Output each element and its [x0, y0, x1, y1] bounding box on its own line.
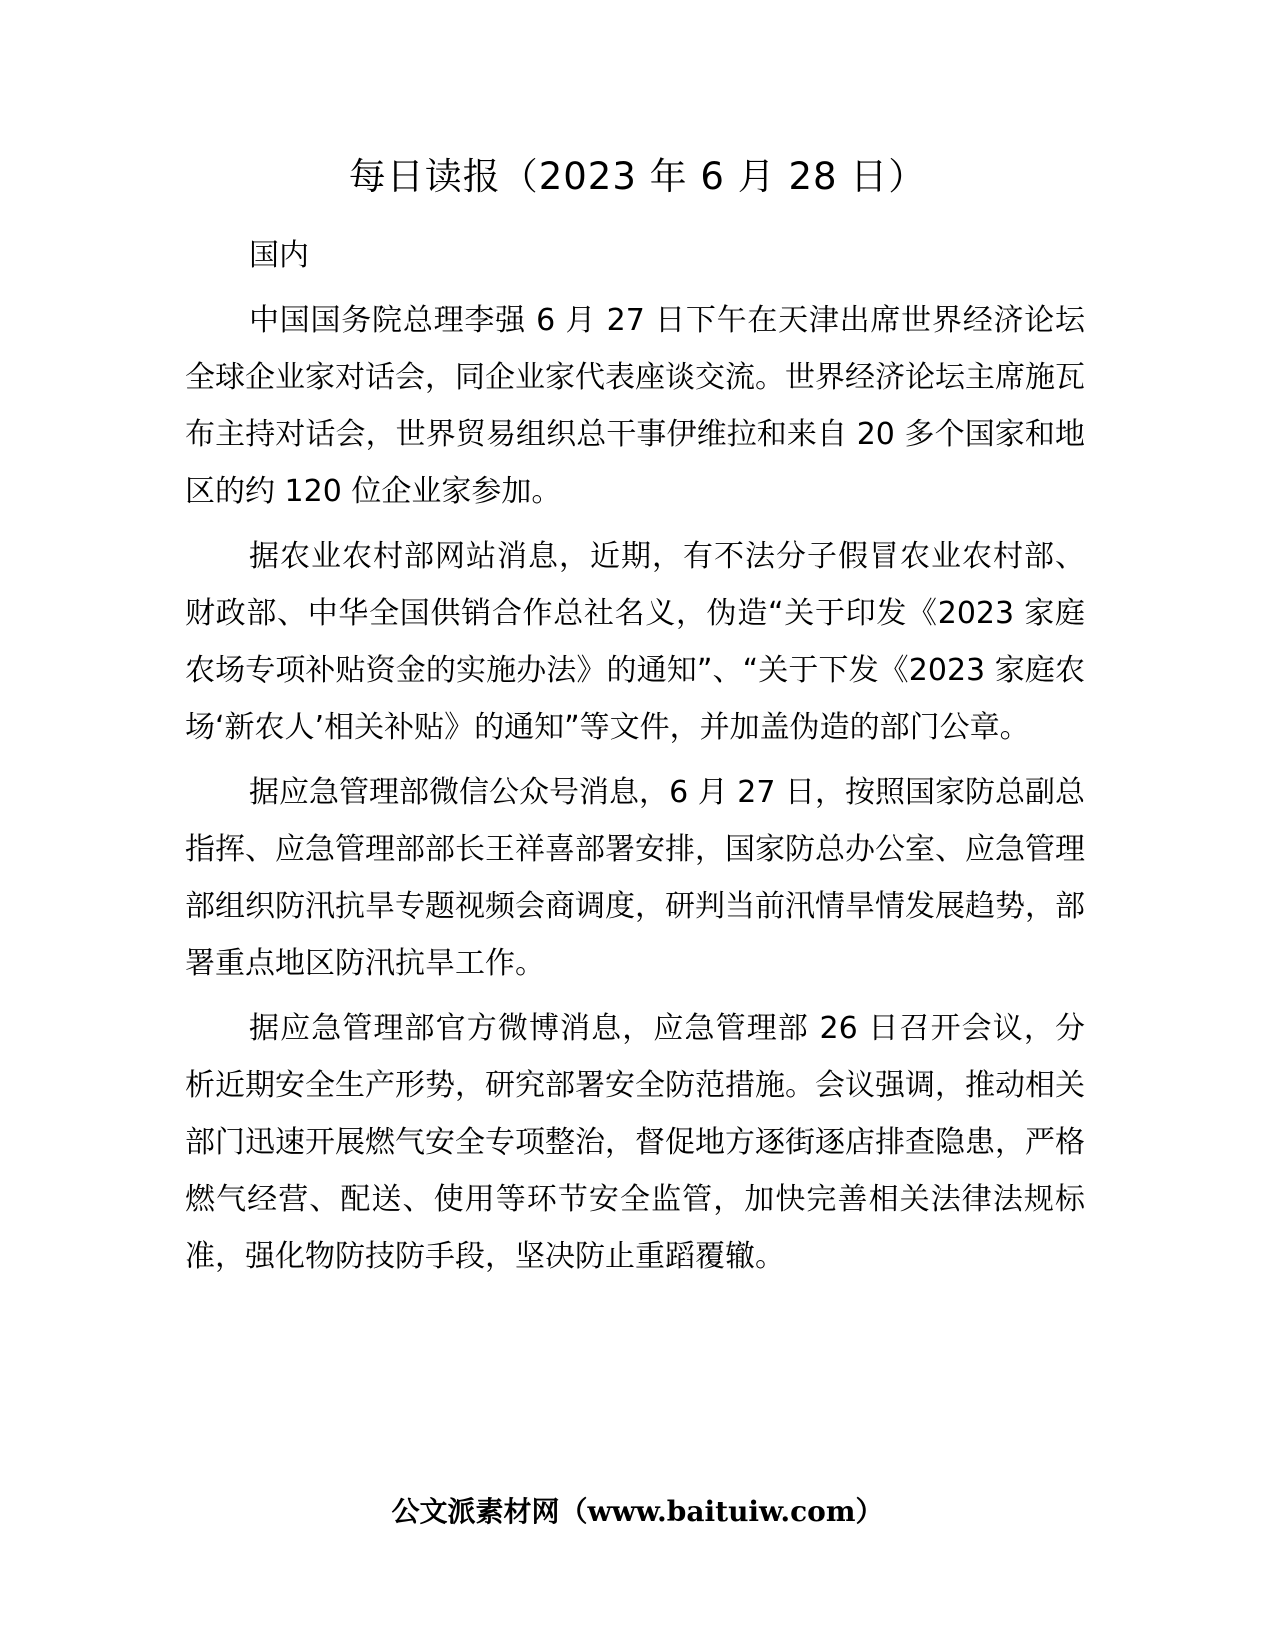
document-body [185, 228, 1085, 1293]
news-paragraph-3: 据应急管理部微信公众号消息，6 月 27 日，按照国家防总副总指挥、应急管理部部长王祥喜部署安排，国家防总办公室、应急管理部组织防汛抗旱专题视频会商调度，研判当前汛情旱情发展趋势，部署重点地区防汛抗旱工作。 [185, 775, 1085, 981]
document-title: 每日读报（2023 年 6 月 28 日） [348, 155, 927, 198]
news-paragraph-4: 据应急管理部官方微博消息，应急管理部 26 日召开会议，分析近期安全生产形势，研究部署安全防范措施。会议强调，推动相关部门迅速开展燃气安全专项整治，督促地方逐街逐店排查隐患，严格燃气经营、配送、使用等环节安全监管，加快完善相关法律法规标准，强化物防技防手段，坚决防止重蹈覆辙。 [185, 1011, 1085, 1274]
page-footer: 公文派素材网（www.baituiw.com） [391, 1495, 884, 1528]
news-paragraph-1: 中国国务院总理李强 6 月 27 日下午在天津出席世界经济论坛全球企业家对话会，同企业家代表座谈交流。世界经济论坛主席施瓦布主持对话会，世界贸易组织总干事伊维拉和来自 20 多个国家和地区的约 120 位企业家参加。 [185, 303, 1085, 509]
news-paragraph-2: 据农业农村部网站消息，近期，有不法分子假冒农业农村部、财政部、中华全国供销合作总社名义，伪造“关于印发《2023 家庭农场专项补贴资金的实施办法》的通知”、“关于下发《2023 家庭农场‘新农人’相关补贴》的通知”等文件，并加盖伪造的部门公章。 [185, 539, 1085, 745]
section-heading: 国内 [249, 238, 309, 273]
